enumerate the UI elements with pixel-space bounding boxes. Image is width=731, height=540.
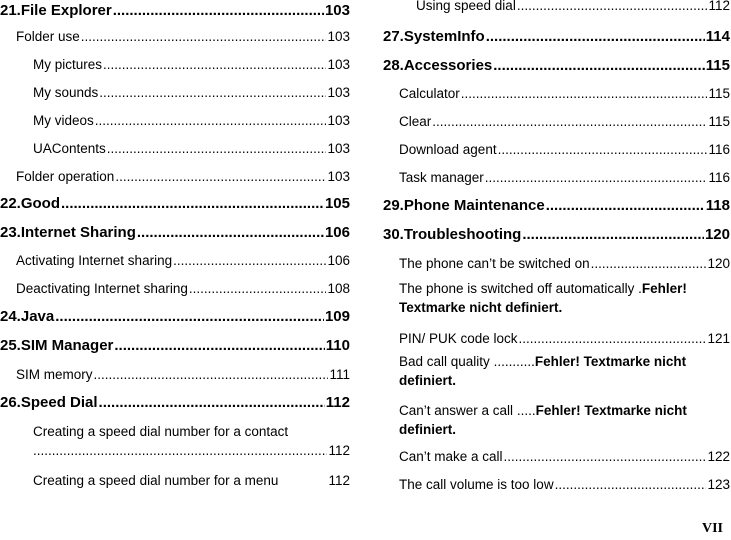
dot-leader bbox=[137, 224, 324, 241]
toc-entry-page: 111 bbox=[329, 367, 350, 382]
toc-entry-page: 103 bbox=[327, 169, 350, 184]
dot-leader bbox=[519, 331, 707, 346]
toc-entry-subsection[interactable] bbox=[0, 470, 350, 488]
broken-reference-error: Fehler! Textmarke nicht definiert. bbox=[399, 354, 687, 388]
toc-entry-chapter[interactable] bbox=[0, 0, 350, 19]
toc-entry-subsection[interactable] bbox=[0, 110, 350, 128]
toc-entry-section[interactable] bbox=[383, 446, 730, 464]
toc-entry-title: 27.SystemInfo bbox=[383, 28, 485, 45]
toc-entry-title: 21.File Explorer bbox=[0, 2, 112, 19]
toc-entry-title: The call volume is too low bbox=[399, 477, 554, 492]
toc-entry-page: 103 bbox=[327, 141, 350, 156]
toc-entry-page: 103 bbox=[327, 57, 350, 72]
dot-leader bbox=[432, 114, 707, 129]
toc-entry-page: 112 bbox=[708, 0, 730, 13]
toc-entry-section[interactable] bbox=[0, 166, 350, 184]
toc-entry-page: 110 bbox=[325, 337, 350, 354]
dot-leader bbox=[522, 226, 704, 243]
toc-entry-section[interactable] bbox=[399, 401, 730, 439]
toc-entry-title: Download agent bbox=[399, 142, 497, 157]
dot-leader bbox=[103, 57, 326, 72]
toc-entry-title: The phone can’t be switched on bbox=[399, 256, 590, 271]
toc-entry-page: 103 bbox=[327, 113, 350, 128]
toc-entry-title: Can’t answer a call bbox=[399, 403, 514, 418]
toc-entry-page: 116 bbox=[708, 170, 730, 185]
dot-leader bbox=[95, 113, 327, 128]
dot-leader bbox=[115, 169, 326, 184]
toc-entry-title: 22.Good bbox=[0, 195, 61, 212]
toc-entry-subsection[interactable] bbox=[0, 54, 350, 72]
toc-entry-title: Folder use bbox=[16, 29, 80, 44]
dot-leader bbox=[55, 308, 324, 325]
toc-entry-page: 122 bbox=[707, 449, 730, 464]
dot-leader: ..... bbox=[513, 403, 536, 418]
toc-entry-chapter[interactable] bbox=[0, 193, 350, 212]
toc-entry-page: 103 bbox=[327, 29, 350, 44]
dot-leader: ........... bbox=[489, 354, 535, 369]
dot-leader bbox=[107, 141, 327, 156]
dot-leader bbox=[99, 394, 325, 411]
toc-entry-section[interactable] bbox=[383, 474, 730, 492]
dot-leader bbox=[173, 253, 326, 268]
dot-leader bbox=[189, 281, 327, 296]
toc-entry-chapter[interactable] bbox=[383, 26, 730, 45]
toc-entry-title: The phone is switched off automatically bbox=[399, 281, 635, 296]
toc-entry-leader-line bbox=[33, 441, 350, 460]
toc-entry-section[interactable] bbox=[0, 26, 350, 44]
toc-entry-title: My sounds bbox=[33, 85, 99, 100]
toc-entry-page: 106 bbox=[324, 224, 350, 241]
dot-leader bbox=[485, 170, 708, 185]
toc-entry-title: Task manager bbox=[399, 170, 484, 185]
toc-entry-page: 103 bbox=[324, 2, 350, 19]
page-number: VII bbox=[701, 521, 723, 536]
toc-entry-title: UAContents bbox=[33, 141, 106, 156]
toc-entry-title: 26.Speed Dial bbox=[0, 394, 98, 411]
dot-leader bbox=[546, 197, 705, 214]
toc-entry-page: 123 bbox=[707, 477, 730, 492]
dot-leader bbox=[555, 477, 707, 492]
dot-leader bbox=[498, 142, 708, 157]
toc-entry-page: 105 bbox=[324, 195, 350, 212]
toc-entry-section[interactable] bbox=[383, 83, 730, 101]
toc-entry-page: 112 bbox=[328, 473, 350, 488]
dot-leader bbox=[61, 195, 324, 212]
toc-entry-page: 103 bbox=[327, 85, 350, 100]
toc-entry-page: 115 bbox=[705, 57, 730, 74]
toc-entry-title: 23.Internet Sharing bbox=[0, 224, 136, 241]
dot-leader bbox=[486, 28, 705, 45]
toc-entry-section[interactable] bbox=[383, 139, 730, 157]
toc-entry-page: 114 bbox=[705, 28, 730, 45]
toc-entry-title: PIN/ PUK code lock bbox=[399, 331, 518, 346]
dot-leader bbox=[493, 57, 705, 74]
dot-leader bbox=[81, 29, 327, 44]
dot-leader bbox=[517, 0, 708, 13]
toc-entry-page: 109 bbox=[324, 308, 350, 325]
dot-leader: . bbox=[634, 281, 642, 296]
toc-entry-chapter[interactable] bbox=[383, 55, 730, 74]
toc-entry-section[interactable] bbox=[399, 352, 730, 390]
dot-leader bbox=[591, 256, 707, 271]
dot-leader bbox=[33, 441, 327, 460]
toc-entry-title: My pictures bbox=[33, 57, 103, 72]
toc-entry-page: 121 bbox=[707, 331, 730, 346]
toc-entry-section[interactable] bbox=[399, 279, 730, 317]
toc-entry-title: SIM memory bbox=[16, 367, 93, 382]
toc-entry-section[interactable] bbox=[383, 253, 730, 271]
toc-entry-chapter[interactable] bbox=[0, 335, 350, 354]
dot-leader bbox=[504, 449, 707, 464]
toc-entry-title: Folder operation bbox=[16, 169, 115, 184]
toc-entry-section[interactable] bbox=[383, 167, 730, 185]
toc-entry-chapter[interactable] bbox=[0, 222, 350, 241]
toc-entry-title: Clear bbox=[399, 114, 432, 129]
toc-entry-title: Deactivating Internet sharing bbox=[16, 281, 188, 296]
toc-entry-page: 120 bbox=[707, 256, 730, 271]
toc-entry-title: 30.Troubleshooting bbox=[383, 226, 522, 243]
toc-entry-title: Using speed dial bbox=[416, 0, 516, 13]
toc-entry-chapter[interactable] bbox=[383, 224, 730, 243]
toc-entry-title: 29.Phone Maintenance bbox=[383, 197, 545, 214]
toc-entry-title: Can’t make a call bbox=[399, 449, 503, 464]
toc-entry-subsection[interactable] bbox=[0, 82, 350, 100]
toc-entry-title: Creating a speed dial number for a contact bbox=[33, 424, 289, 439]
toc-entry-subsection[interactable] bbox=[383, 0, 730, 13]
toc-entry-title: Creating a speed dial number for a menu bbox=[33, 473, 279, 488]
toc-entry-page: 118 bbox=[705, 197, 730, 214]
toc-entry-subsection[interactable] bbox=[0, 138, 350, 156]
toc-entry-title: Bad call quality bbox=[399, 354, 490, 369]
toc-entry-chapter[interactable] bbox=[0, 392, 350, 411]
dot-leader bbox=[94, 367, 329, 382]
toc-entry-page: 108 bbox=[327, 281, 350, 296]
toc-entry-title: Activating Internet sharing bbox=[16, 253, 173, 268]
toc-entry-page: 115 bbox=[708, 86, 730, 101]
dot-leader bbox=[99, 85, 326, 100]
dot-leader bbox=[113, 2, 324, 19]
toc-entry-page: 120 bbox=[704, 226, 730, 243]
toc-entry-page: 116 bbox=[708, 142, 730, 157]
toc-entry-section[interactable] bbox=[0, 278, 350, 296]
dot-leader bbox=[461, 86, 708, 101]
toc-entry-title: 28.Accessories bbox=[383, 57, 493, 74]
toc-entry-page: 112 bbox=[328, 443, 350, 458]
broken-reference-error: Fehler! Textmarke nicht definiert. bbox=[399, 403, 687, 437]
toc-entry-chapter[interactable] bbox=[383, 195, 730, 214]
toc-entry-chapter[interactable] bbox=[0, 306, 350, 325]
dot-leader bbox=[114, 337, 324, 354]
toc-entry-section[interactable] bbox=[383, 111, 730, 129]
toc-entry-section[interactable] bbox=[383, 328, 730, 346]
toc-entry-title: 25.SIM Manager bbox=[0, 337, 114, 354]
broken-reference-error: Fehler! Textmarke nicht definiert. bbox=[399, 281, 687, 315]
toc-entry-page: 112 bbox=[325, 394, 350, 411]
toc-entry-title: 24.Java bbox=[0, 308, 55, 325]
toc-entry-page: 115 bbox=[708, 114, 730, 129]
toc-entry-title: Calculator bbox=[399, 86, 460, 101]
toc-entry-page: 106 bbox=[327, 253, 350, 268]
toc-entry-subsection[interactable] bbox=[33, 422, 350, 460]
toc-entry-section[interactable] bbox=[0, 250, 350, 268]
toc-entry-section[interactable] bbox=[0, 364, 350, 382]
toc-entry-title: My videos bbox=[33, 113, 94, 128]
